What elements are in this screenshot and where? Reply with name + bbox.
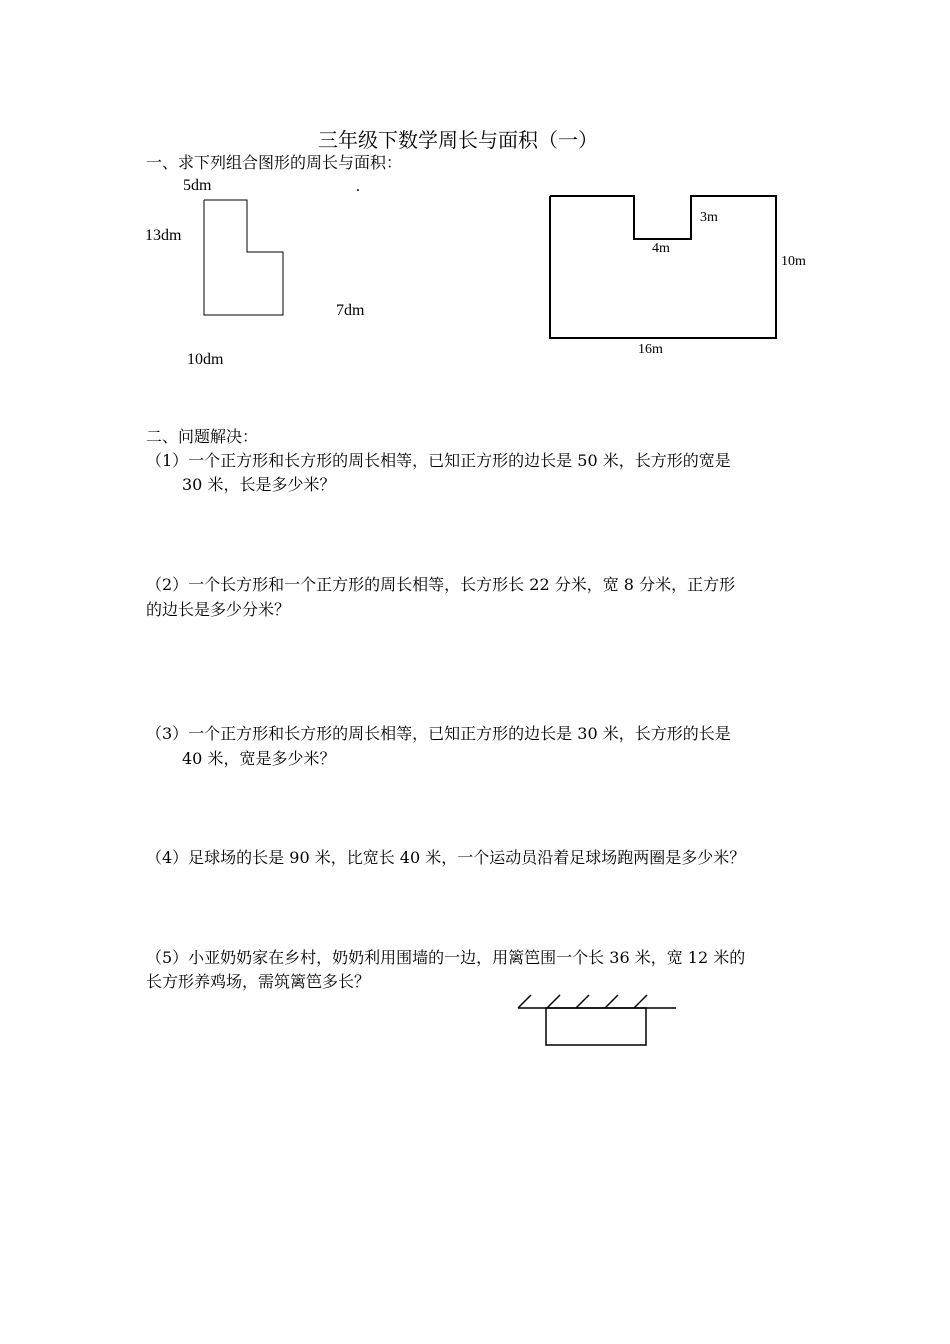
question-1-line1: （1）一个正方形和长方形的周长相等，已知正方形的边长是 50 米，长方形的宽是 [146,451,731,470]
figure1-top-label: 5dm [183,177,212,194]
figure2-notch-depth-label: 3m [700,210,718,225]
figure1-right-label: 7dm [336,302,365,319]
question-4: （4）足球场的长是 90 米，比宽长 40 米，一个运动员沿着足球场跑两圈是多少米？ [146,848,746,867]
question-3-line2: 40 米，宽是多少米？ [182,749,336,768]
question-5-line1: （5）小亚奶奶家在乡村，奶奶利用围墙的一边，用篱笆围一个长 36 米，宽 12 米的 [146,948,746,967]
page-title: 三年级下数学周长与面积（一） [318,128,598,152]
dot-mark: . [356,178,360,195]
question-1-line2: 30 米，长是多少米？ [182,475,336,494]
figure1-l-shape [204,200,283,315]
section2-heading: 二、问题解决： [146,427,259,446]
question-2-line2: 的边长是多少分米？ [146,600,291,619]
figure1-left-label: 13dm [145,227,182,244]
question-5-line2: 长方形养鸡场，需筑篱笆多长？ [146,972,371,991]
figure2-notch-width-label: 4m [652,241,670,256]
figure1-bottom-label: 10dm [187,351,224,368]
figure2-width-label: 16m [638,342,663,357]
figure2-height-label: 10m [781,254,806,269]
figure2-notched-rectangle [550,196,776,338]
question-3-line1: （3）一个正方形和长方形的周长相等，已知正方形的边长是 30 米，长方形的长是 [146,724,731,743]
figure3-fence-diagram [518,995,676,1045]
section1-heading: 一、求下列组合图形的周长与面积： [146,153,403,172]
question-2-line1: （2）一个长方形和一个正方形的周长相等，长方形长 22 分米，宽 8 分米，正方形 [146,575,736,594]
